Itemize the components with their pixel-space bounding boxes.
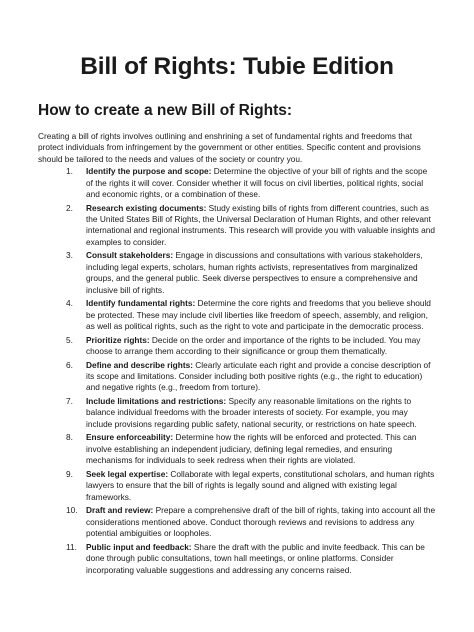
list-item — [38, 432, 436, 466]
list-item — [38, 250, 436, 296]
step-text: Decide on the order and importance of the rights to be included. You may choose to arrange them according to their significance or group them thematically. — [86, 334, 421, 357]
step-number: 10. — [66, 505, 78, 516]
section-heading: How to create a new Bill of Rights: — [38, 102, 293, 119]
step-term: Include limitations and restrictions: — [86, 396, 227, 407]
step-term: Ensure enforceability: — [86, 432, 174, 443]
document-title: Bill of Rights: Tubie Edition — [80, 53, 394, 80]
step-text: Study existing bills of rights from different countries, such as the United States Bill of Rights, the Universal Declaration of Human Rights, and other relevant international and regional instruments. This research will provide you with valuable insights and examples to consider. — [86, 202, 435, 247]
steps-list — [38, 166, 436, 576]
list-item — [38, 335, 436, 358]
step-text: Collaborate with legal experts, constitutional scholars, and human rights lawyers to ensure that the bill of rights is legally sound and aligned with existing legal frameworks. — [86, 468, 435, 502]
step-text: Prepare a comprehensive draft of the bill of rights, taking into account all the considerations mentioned above. Conduct thorough reviews and revisions to address any potential ambiguities or loopholes. — [86, 505, 436, 539]
step-number: 5. — [66, 334, 73, 345]
list-item — [38, 166, 436, 200]
list-item — [38, 469, 436, 503]
step-term: Define and describe rights: — [86, 359, 193, 370]
step-term: Research existing documents: — [86, 202, 207, 213]
step-number: 9. — [66, 468, 73, 479]
list-item — [38, 396, 436, 430]
step-text: Engage in discussions and consultations with various stakeholders, including legal experts, scholars, human rights activists, representatives from marginalized groups, and the general public. Seek diverse perspectives to ensure a comprehensive and inclusive bill of rights. — [86, 250, 423, 295]
step-text: Determine the objective of your bill of rights and the scope of the rights it will cover. Consider whether it will focus on civil liberties, political rights, social and economic rights, or a combination of these. — [86, 166, 428, 200]
list-item — [38, 505, 436, 539]
step-number: 8. — [66, 432, 73, 443]
step-number: 11. — [66, 541, 77, 552]
step-term: Identify fundamental rights: — [86, 298, 196, 309]
step-term: Draft and review: — [86, 505, 154, 516]
step-number: 2. — [66, 202, 73, 213]
list-item — [38, 203, 436, 249]
intro-paragraph: Creating a bill of rights involves outlining and enshrining a set of fundamental rights and freedoms that protect individuals from infringement by the government or other entities. Specific content and provisions should be tailored to the needs and values of the society or country you. — [38, 131, 421, 164]
step-text: Clearly articulate each right and provide a concise description of its scope and limitations. Consider including both positive rights (e.g., the right to education) and negative rights (e.g., freedom from torture). — [86, 359, 431, 393]
step-text: Determine the core rights and freedoms that you believe should be protected. These may include civil liberties like freedom of speech, assembly, and religion, as well as political rights, such as the right to vote and participate in the democratic process. — [86, 298, 431, 332]
step-term: Public input and feedback: — [86, 541, 192, 552]
step-number: 6. — [66, 359, 73, 370]
list-item — [38, 298, 436, 332]
list-item — [38, 360, 436, 394]
step-number: 1. — [66, 166, 73, 177]
step-term: Identify the purpose and scope: — [86, 166, 212, 177]
step-text: Determine how the rights will be enforced and protected. This can involve establishing an independent judiciary, defining legal remedies, and ensuring mechanisms for individuals to seek redress when their rights are violated. — [86, 432, 417, 466]
step-number: 3. — [66, 250, 73, 261]
step-term: Prioritize rights: — [86, 334, 150, 345]
step-number: 4. — [66, 298, 73, 309]
step-text: Specify any reasonable limitations on the rights to balance individual freedoms with the broader interests of society. For example, you may include provisions regarding public safety, national security, or restrictions on hate speech. — [86, 396, 417, 429]
step-term: Consult stakeholders: — [86, 250, 174, 261]
step-term: Seek legal expertise: — [86, 468, 169, 479]
list-item — [38, 542, 436, 576]
step-number: 7. — [66, 396, 73, 407]
step-text: Share the draft with the public and invite feedback. This can be done through public consultations, town hall meetings, or online platforms. Consider incorporating valuable suggestions and addressing any concerns raised. — [86, 541, 425, 575]
